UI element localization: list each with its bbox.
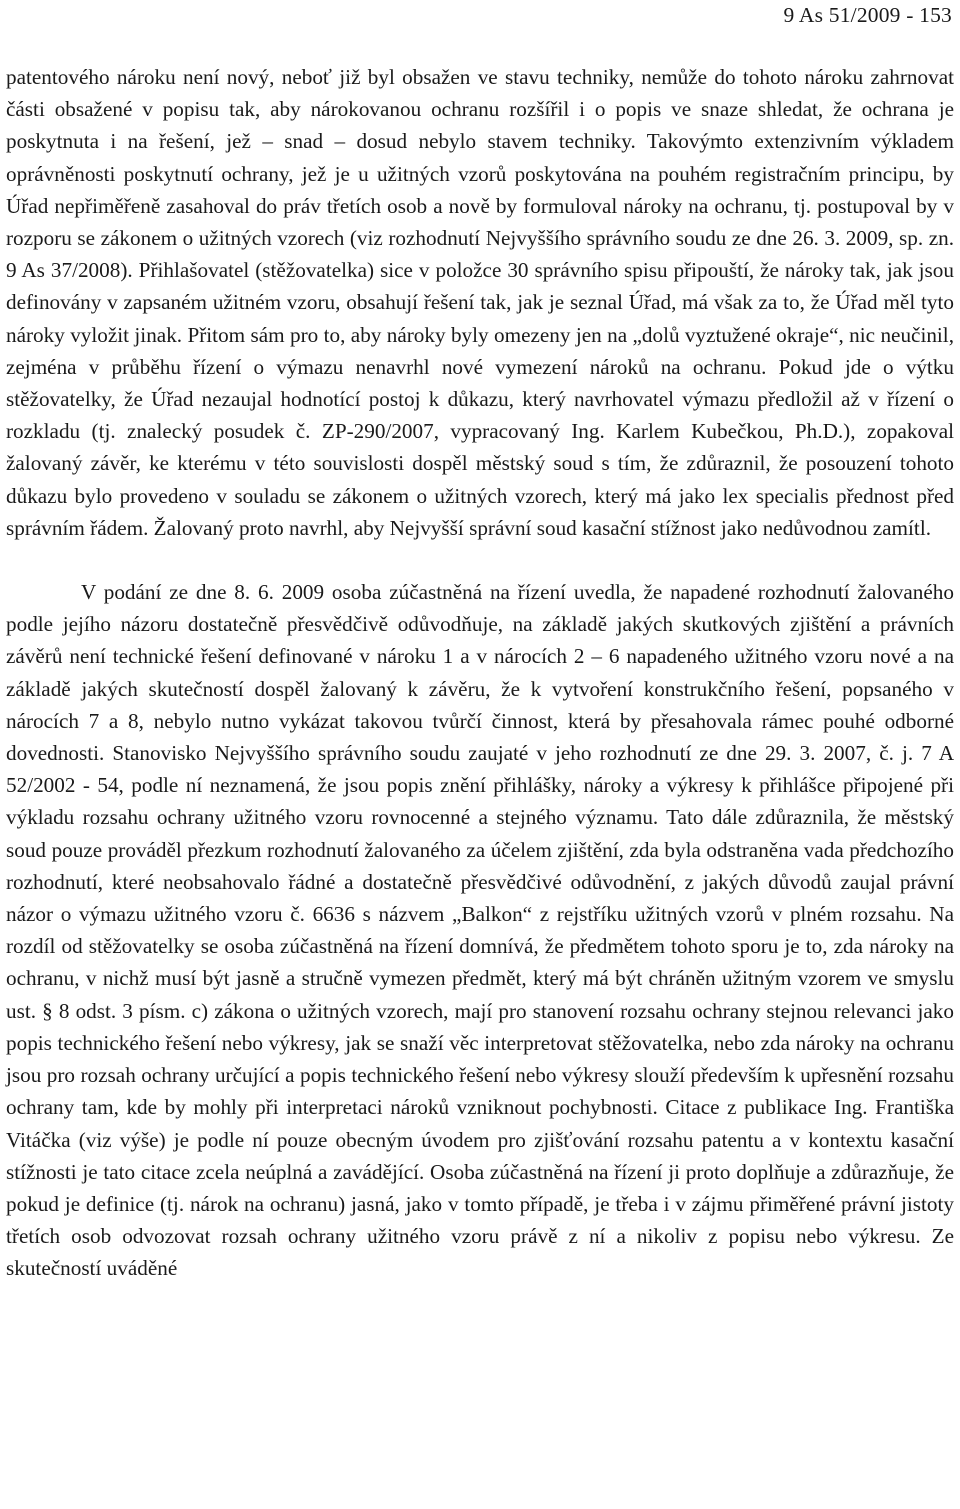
paragraph: V podání ze dne 8. 6. 2009 osoba zúčastněná na řízení uvedla, že napadené rozhodnutí žalovaného podle jejího názoru dostatečně přesvědčivě odůvodňuje, na základě jakých skutkových zjištění a právních závěrů není technické řešení definované v nároku 1 a v nárocích 2 – 6 napadeného užitného vzoru nové a na základě jakých skutečností dospěl žalovaný k závěru, že k vytvoření konstrukčního řešení, popsaného v nárocích 7 a 8, nebylo nutno vykázat takovou tvůrčí činnost, která by přesahovala rámec pouhé odborné dovednosti. Stanovisko Nejvyššího správního soudu zaujaté v jeho rozhodnutí ze dne 29. 3. 2007, č. j. 7 A 52/2002 - 54, podle ní neznamená, že jsou popis znění přihlášky, nároky a výkresy k přihlášce připojené při výkladu rozsahu ochrany užitného vzoru rovnocenné a stejného významu. Tato dále zdůraznila, že městský soud pouze prováděl přezkum rozhodnutí žalovaného za účelem zjištění, zda byla odstraněna vada předchozího rozhodnutí, které neobsahovalo řádné a dostatečně přesvědčivé odůvodnění, z jakých důvodů zaujal právní názor o výmazu užitného vzoru č. 6636 s názvem „Balkon“ z rejstříku užitných vzorů v plném rozsahu. Na rozdíl od stěžovatelky se osoba zúčastněná na řízení domnívá, že předmětem tohoto sporu je to, zda nároky na ochranu, v nichž musí být jasně a stručně vymezen předmět, který má být chráněn užitným vzorem ve smyslu ust. § 8 odst. 3 písm. c) zákona o užitných vzorech, mají pro stanovení rozsahu ochrany stejnou relevanci jako popis technického řešení nebo výkresy, jak se snaží věc interpretovat stěžovatelka, nebo zda nároky na ochranu jsou pro rozsah ochrany určující a popis technického řešení nebo výkresy slouží především k upřesnění rozsahu ochrany tam, kde by mohly při interpretaci nároků vzniknout pochybnosti. Citace z publikace Ing. Františka Vitáčka (viz výše) je podle ní pouze obecným úvodem pro zjišťování rozsahu patentu a v kontextu kasační stížnosti je tato citace zcela neúplná a zavádějící. Osoba zúčastněná na řízení ji proto doplňuje a zdůrazňuje, že pokud je definice (tj. nárok na ochranu) jasná, jako v tomto případě, je třeba i v zájmu přiměřené právní jistoty třetích osob odvozovat rozsah ochrany užitného vzoru právě z ní a nikoliv z popisu nebo výkresu. Ze skutečností uváděné [6, 580, 954, 1281]
paragraph: patentového nároku není nový, neboť již byl obsažen ve stavu techniky, nemůže do tohoto nároku zahrnovat části obsažené v popisu tak, aby nárokovanou ochranu rozšířil i o popis ve snaze shledat, že ochrana je poskytnuta i na řešení, jež – snad – dosud nebylo stavem techniky. Takovýmto extenzivním výkladem oprávněnosti poskytnutí ochrany, jež je u užitných vzorů poskytována na pouhém registračním principu, by Úřad nepřiměřeně zasahoval do práv třetích osob a nově by formuloval nároky na ochranu, tj. postupoval by v rozporu se zákonem o užitných vzorech (viz rozhodnutí Nejvyššího správního soudu ze dne 26. 3. 2009, sp. zn. 9 As 37/2008). Přihlašovatel (stěžovatelka) sice v položce 30 správního spisu připouští, že nároky tak, jak jsou definovány v zapsaném užitném vzoru, obsahují řešení tak, jak je seznal Úřad, má však za to, že Úřad měl tyto nároky vyložit jinak. Přitom sám pro to, aby nároky byly omezeny jen na „dolů vyztužené okraje“, nic neučinil, zejména v průběhu řízení o výmazu nenavrhl nové vymezení nároků na ochranu. Pokud jde o výtku stěžovatelky, že Úřad nezaujal hodnotící postoj k důkazu, který navrhovatel výmazu předložil až v řízení o rozkladu (tj. znalecký posudek č. ZP-290/2007, vypracovaný Ing. Karlem Kubečkou, Ph.D.), zopakoval žalovaný závěr, ke kterému v této souvislosti dospěl městský soud s tím, že zdůraznil, že posouzení tohoto důkazu bylo provedeno v souladu se zákonem o užitných vzorech, který má jako lex specialis přednost před správním řádem. Žalovaný proto navrhl, aby Nejvyšší správní soud kasační stížnost jako nedůvodnou zamítl. [6, 65, 954, 540]
case-number-header: 9 As 51/2009 - 153 [783, 3, 952, 27]
document-body [6, 61, 954, 1285]
